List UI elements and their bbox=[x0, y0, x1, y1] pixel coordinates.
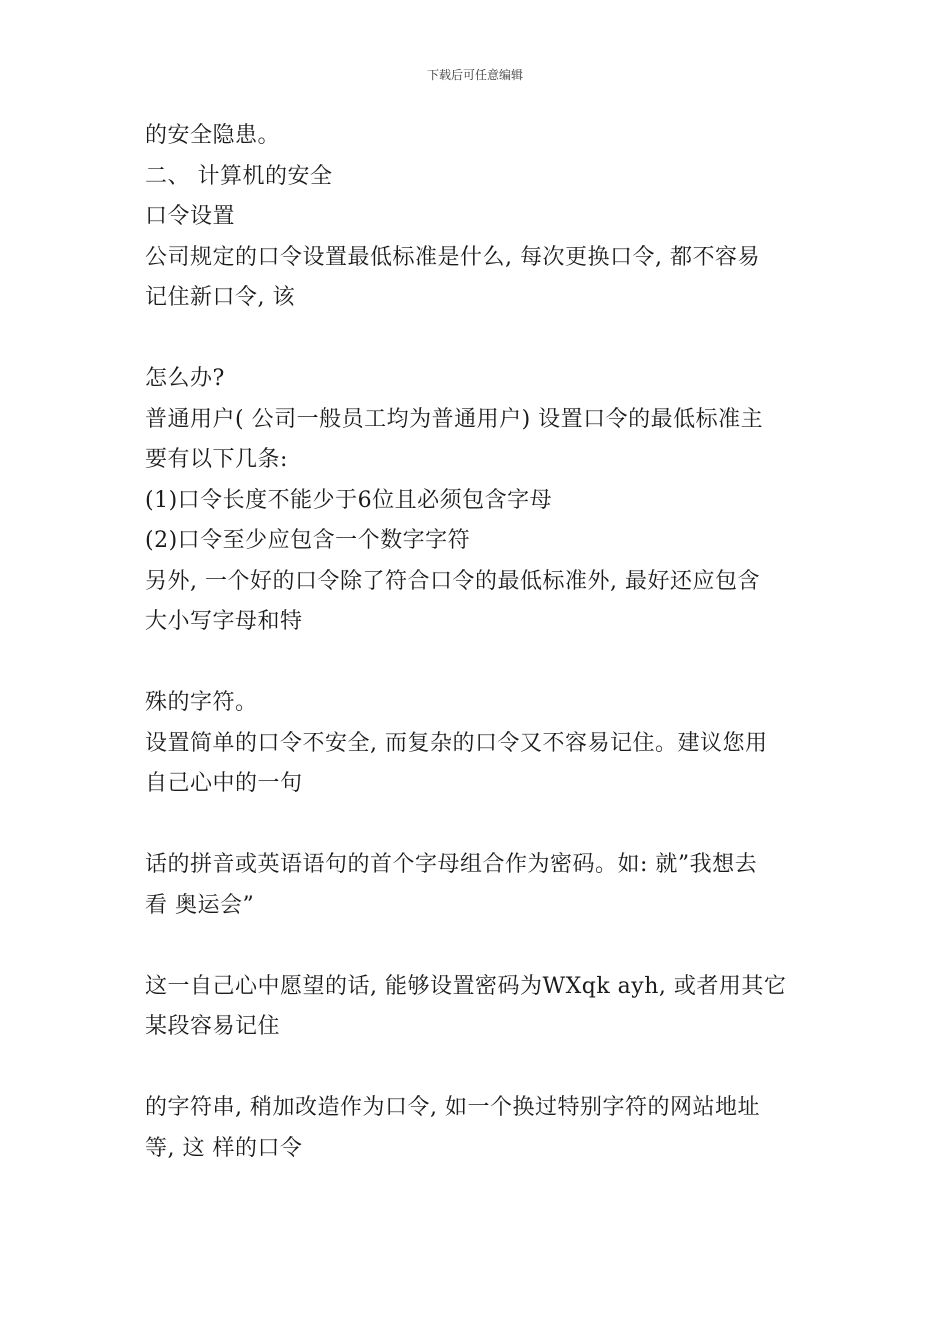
body-text bbox=[145, 116, 810, 1169]
text-line: 记住新口令, 该 bbox=[145, 285, 295, 310]
text-line: 的字符串, 稍加改造作为口令, 如一个换过特别字符的网站地址 bbox=[145, 1095, 760, 1120]
text-line: 某段容易记住 bbox=[145, 1014, 281, 1039]
text-line: 看 奥运会” bbox=[145, 892, 255, 918]
text-line: 要有以下几条: bbox=[145, 447, 288, 472]
paragraph-gap bbox=[145, 926, 810, 967]
text-line: 怎么办? bbox=[145, 366, 225, 391]
text-line: 殊的字符。 bbox=[145, 690, 258, 715]
paragraph-gap bbox=[145, 805, 810, 846]
list-item: (2)口令至少应包含一个数字字符 bbox=[145, 528, 471, 553]
text-line: 的安全隐患。 bbox=[145, 123, 281, 148]
subsection-heading: 口令设置 bbox=[145, 204, 236, 229]
text-line: 设置简单的口令不安全, 而复杂的口令又不容易记住。建议您用 bbox=[145, 730, 768, 756]
text-line: 普通用户( 公司一般员工均为普通用户) 设置口令的最低标准主 bbox=[145, 406, 764, 432]
paragraph-gap bbox=[145, 319, 810, 360]
paragraph-gap bbox=[145, 1048, 810, 1089]
section-heading: 二、 计算机的安全 bbox=[145, 163, 333, 189]
text-line: 等, 这 样的口令 bbox=[145, 1135, 303, 1161]
text-line: 大小写字母和特 bbox=[145, 609, 303, 634]
text-line: 公司规定的口令设置最低标准是什么, 每次更换口令, 都不容易 bbox=[145, 244, 760, 270]
text-line: 话的拼音或英语语句的首个字母组合作为密码。如: 就”我想去 bbox=[145, 852, 758, 877]
header-note: 下载后可任意编辑 bbox=[426, 68, 523, 82]
paragraph-gap bbox=[145, 643, 810, 684]
text-line: 这一自己心中愿望的话, 能够设置密码为WXqk ayh, 或者用其它 bbox=[145, 973, 787, 999]
text-line: 另外, 一个好的口令除了符合口令的最低标准外, 最好还应包含 bbox=[145, 568, 760, 594]
text-line: 自己心中的一句 bbox=[145, 771, 303, 796]
list-item: (1)口令长度不能少于6位且必须包含字母 bbox=[145, 487, 553, 513]
